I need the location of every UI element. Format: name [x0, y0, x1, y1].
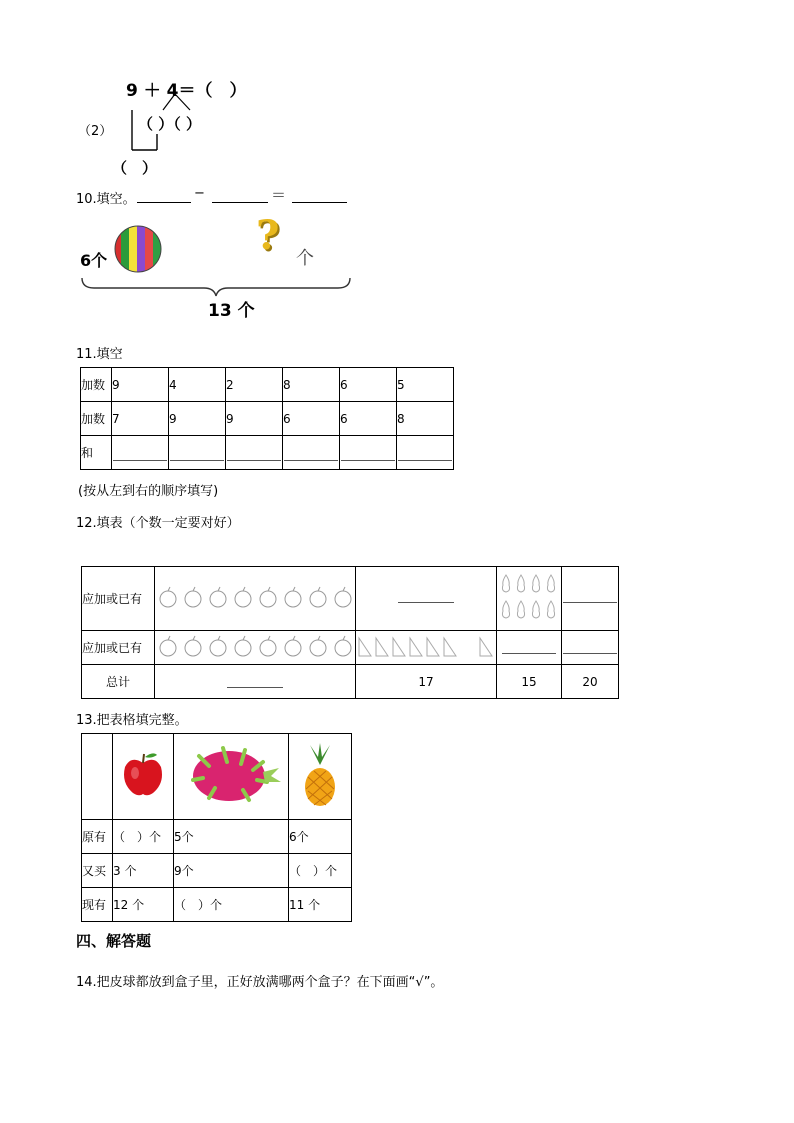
q9-equation: 9 ＋ 4＝（ ） — [126, 81, 247, 101]
table-row — [81, 368, 454, 402]
q11-sum-blank[interactable] — [340, 436, 397, 470]
q13-cell: 11 个 — [289, 888, 352, 922]
question-mark-icon: ? — [256, 212, 280, 259]
q13-cell: 5个 — [174, 820, 289, 854]
table-row — [82, 888, 352, 922]
apple-outline-icons — [155, 632, 355, 660]
q11-table — [80, 367, 454, 470]
q13-row-label: 又买 — [82, 854, 113, 888]
q13-cell: 6个 — [289, 820, 352, 854]
q12-apples-row2 — [155, 631, 356, 665]
q11-cell: 9 — [226, 402, 283, 436]
q9-part-label: （2） — [78, 124, 113, 139]
q11-cell: 9 — [112, 368, 169, 402]
section-4-heading: 四、解答题 — [76, 932, 152, 950]
q13-table — [81, 733, 352, 922]
q12-blank[interactable] — [497, 631, 562, 665]
table-row — [81, 402, 454, 436]
q13-cell: 3 个 — [113, 854, 174, 888]
q12-total-label: 总计 — [82, 665, 155, 699]
table-row — [82, 567, 619, 631]
q13-cell[interactable]: （ ）个 — [113, 820, 174, 854]
q13-dragonfruit-cell — [174, 734, 289, 820]
q12-blank[interactable] — [562, 567, 619, 631]
q12-blank[interactable] — [155, 665, 356, 699]
q12-title: 12.填表（个数一定要对好） — [76, 516, 240, 531]
q11-title: 11.填空 — [76, 347, 123, 362]
q11-row1-label: 加数 — [81, 368, 112, 402]
q13-cell: 12 个 — [113, 888, 174, 922]
q13-cell: 9个 — [174, 854, 289, 888]
q13-row-label: 现有 — [82, 888, 113, 922]
q11-note: (按从左到右的顺序填写) — [78, 484, 219, 499]
q11-sum-blank[interactable] — [169, 436, 226, 470]
q11-cell: 5 — [397, 368, 454, 402]
dragon-fruit-icon — [179, 742, 283, 808]
ball-icon — [113, 224, 163, 274]
q13-cell[interactable]: （ ）个 — [289, 854, 352, 888]
q12-triangles — [356, 631, 497, 665]
q11-row3-label: 和 — [81, 436, 112, 470]
table-row — [82, 665, 619, 699]
table-row — [81, 436, 454, 470]
q11-cell: 6 — [340, 368, 397, 402]
q10-equals: ＝ — [271, 186, 287, 204]
q10-left-count: 6个 — [80, 251, 108, 270]
q13-title: 13.把表格填完整。 — [76, 713, 188, 728]
q12-row2-label: 应加或已有 — [82, 631, 155, 665]
q12-total-cell: 20 — [562, 665, 619, 699]
q10-total: 13 个 — [208, 301, 255, 321]
q12-row1-label: 应加或已有 — [82, 567, 155, 631]
pineapple-icon — [300, 743, 340, 807]
q12-total-cell: 15 — [497, 665, 562, 699]
q11-cell: 8 — [397, 402, 454, 436]
q11-cell: 6 — [283, 402, 340, 436]
q9-bottom-blank[interactable]: （ ） — [112, 159, 158, 177]
q11-sum-blank[interactable] — [283, 436, 340, 470]
q11-sum-blank[interactable] — [226, 436, 283, 470]
q11-cell: 8 — [283, 368, 340, 402]
table-row — [82, 734, 352, 820]
q12-total-cell: 17 — [356, 665, 497, 699]
q12-apples-row1 — [155, 567, 356, 631]
q10-blank-2[interactable] — [212, 186, 268, 203]
table-row — [82, 854, 352, 888]
q12-blank[interactable] — [562, 631, 619, 665]
q13-corner-cell — [82, 734, 113, 820]
q10-right-unit: 个 — [296, 248, 314, 269]
q13-row-label: 原有 — [82, 820, 113, 854]
q11-cell: 4 — [169, 368, 226, 402]
q10-blank-1[interactable] — [137, 186, 191, 203]
q9-split-blanks[interactable]: （ ）（ ） — [138, 115, 201, 133]
brace-icon — [80, 276, 352, 298]
q11-cell: 6 — [340, 402, 397, 436]
table-row — [82, 820, 352, 854]
apple-icon — [119, 749, 167, 801]
q11-cell: 2 — [226, 368, 283, 402]
q10-minus: − — [194, 186, 205, 201]
q11-cell: 7 — [112, 402, 169, 436]
q12-table — [81, 566, 619, 699]
q12-blank[interactable] — [356, 567, 497, 631]
triangle-outline-icons — [356, 632, 496, 660]
q11-sum-blank[interactable] — [112, 436, 169, 470]
q11-cell: 9 — [169, 402, 226, 436]
q12-pears — [497, 567, 562, 631]
pear-outline-icons — [497, 569, 561, 625]
q11-row2-label: 加数 — [81, 402, 112, 436]
q13-apple-cell — [113, 734, 174, 820]
q10-blank-3[interactable] — [292, 186, 347, 203]
q11-sum-blank[interactable] — [397, 436, 454, 470]
q10-title: 10.填空。 — [76, 192, 136, 207]
q14-title: 14.把皮球都放到盒子里，正好放满哪两个盒子？在下面画“√”。 — [76, 975, 444, 990]
q13-cell[interactable]: （ ）个 — [174, 888, 289, 922]
q13-pineapple-cell — [289, 734, 352, 820]
apple-outline-icons — [155, 582, 355, 612]
table-row — [82, 631, 619, 665]
